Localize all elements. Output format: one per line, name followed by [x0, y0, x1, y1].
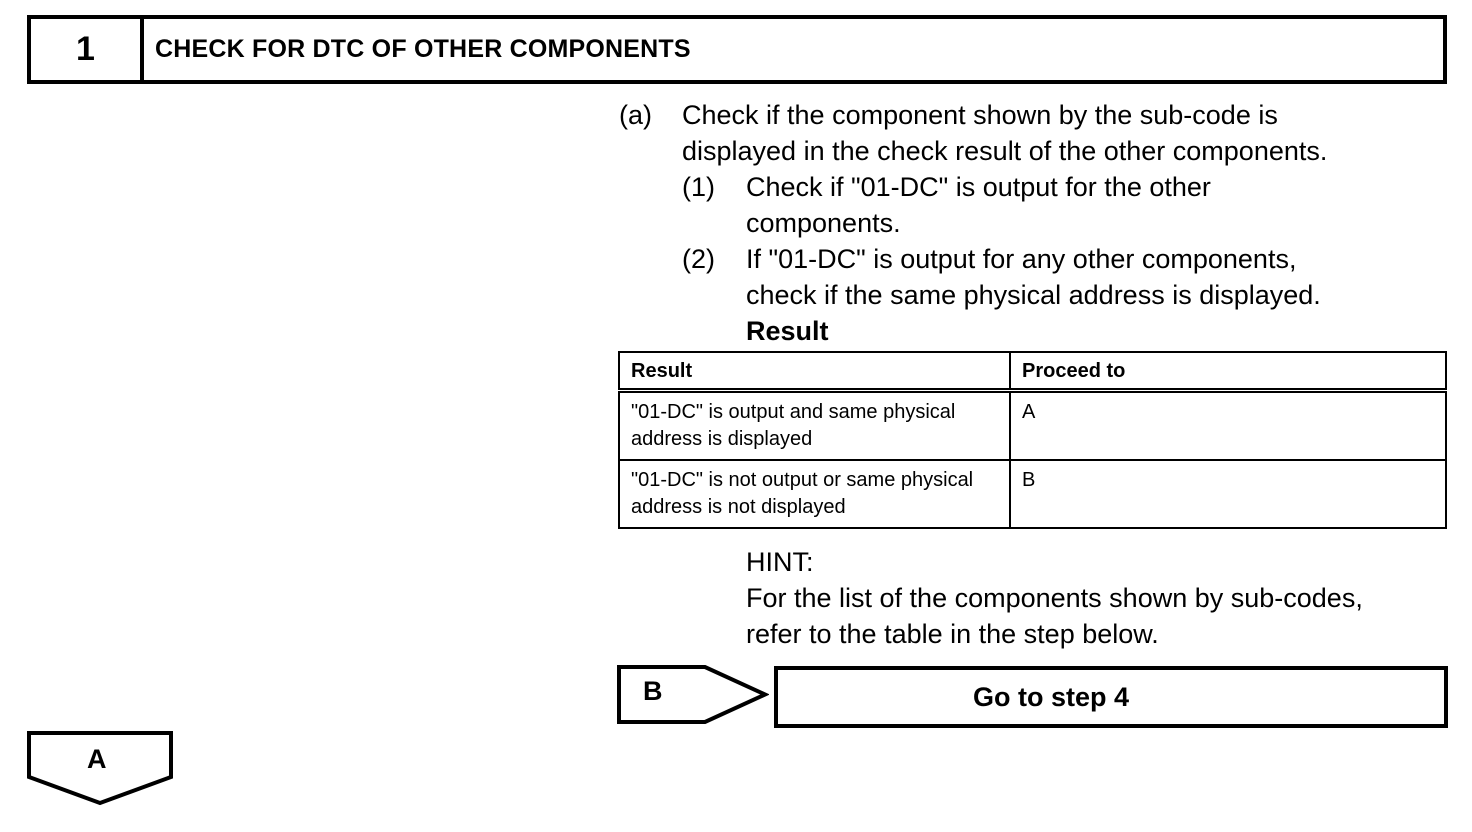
result-heading: Result	[746, 316, 829, 346]
substep-2-marker: (2)	[682, 244, 715, 274]
instruction-a-marker: (a)	[619, 100, 652, 130]
branch-b-arrow-icon	[617, 665, 769, 724]
branch-b-label: B	[643, 676, 663, 706]
table-row	[619, 391, 1446, 461]
proceed-cell: A	[1010, 391, 1446, 461]
hint-line1: For the list of the components shown by sub-codes,	[746, 583, 1363, 613]
proceed-cell: B	[1010, 460, 1446, 528]
table-header-row	[619, 352, 1446, 391]
column-header-result: Result	[619, 352, 1010, 391]
result-cell-line: "01-DC" is output and same physical	[631, 401, 956, 423]
result-cell-line: "01-DC" is not output or same physical	[631, 469, 974, 491]
result-cell-line: address is not displayed	[631, 496, 846, 518]
substep-2-line2: check if the same physical address is displayed.	[746, 280, 1321, 310]
instruction-a-line2: displayed in the check result of the other components.	[682, 136, 1328, 166]
substep-1-line2: components.	[746, 208, 901, 238]
result-table	[618, 351, 1447, 529]
column-header-proceed-to: Proceed to	[1010, 352, 1446, 391]
hint-line2: refer to the table in the step below.	[746, 619, 1159, 649]
result-cell	[619, 391, 1010, 461]
step-number: 1	[31, 19, 144, 80]
hint-label: HINT:	[746, 547, 814, 577]
instruction-a-line1: Check if the component shown by the sub-code is	[682, 100, 1278, 130]
substep-1-line1: Check if "01-DC" is output for the other	[746, 172, 1211, 202]
result-cell-line: address is displayed	[631, 428, 813, 450]
substep-1-marker: (1)	[682, 172, 715, 202]
step-header	[27, 15, 1447, 84]
result-cell	[619, 460, 1010, 528]
table-row	[619, 460, 1446, 528]
go-to-step-box: Go to step 4	[774, 666, 1448, 728]
branch-a-label: A	[87, 744, 107, 774]
step-title: CHECK FOR DTC OF OTHER COMPONENTS	[155, 35, 691, 63]
substep-2-line1: If "01-DC" is output for any other components,	[746, 244, 1297, 274]
